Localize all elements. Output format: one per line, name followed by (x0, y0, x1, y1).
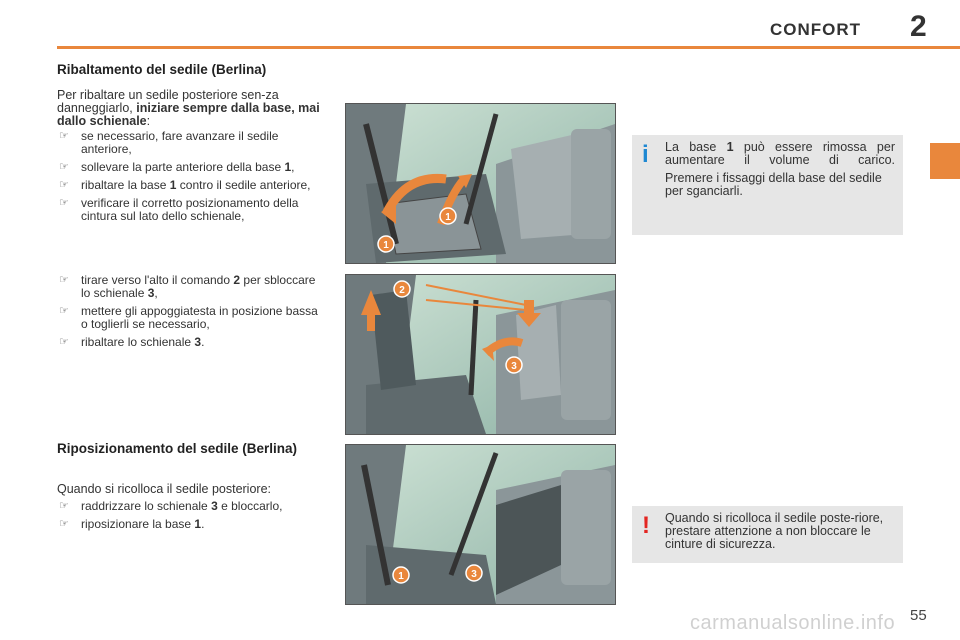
list-item (57, 274, 327, 300)
step-text: riposizionare la base (81, 517, 192, 531)
info-text-end: può essere rimossa per aumentare il volume di carico. (665, 140, 895, 167)
warning-paragraph: Quando si ricolloca il sedile poste-riore, prestare attenzione a non bloccare le cinture di sicurezza. (665, 511, 884, 551)
list-item (57, 130, 327, 156)
warning-note-text (665, 512, 895, 556)
step-ref-number: 3 (211, 499, 218, 513)
hand-pointer-icon: ☞ (59, 500, 69, 512)
step-text: sollevare la parte anteriore della base (81, 160, 282, 174)
step-text-end: contro il sedile anteriore, (179, 178, 311, 192)
step-text-end: e bloccarlo, (221, 499, 283, 513)
hand-pointer-icon: ☞ (59, 130, 69, 142)
hand-pointer-icon: ☞ (59, 336, 69, 348)
hand-pointer-icon: ☞ (59, 161, 69, 173)
step-ref-number: 1 (284, 160, 292, 174)
illustration-reposition (345, 444, 616, 605)
step-text: raddrizzare lo schienale (81, 499, 208, 513)
step-text: ribaltare la base (81, 178, 167, 192)
step-text-end: . (201, 335, 205, 349)
step-ref-number: 1 (194, 517, 202, 531)
step-text: verificare il corretto posizionamento della cintura sul lato dello schienale, (81, 196, 299, 223)
chapter-tab-marker (930, 143, 960, 179)
step-text-end: . (201, 517, 205, 531)
svg-text:1: 1 (445, 212, 451, 223)
list-item (57, 197, 327, 223)
list-item (57, 500, 332, 513)
info-ref-number: 1 (726, 140, 734, 154)
svg-text:1: 1 (383, 240, 389, 251)
warning-icon: ! (642, 512, 650, 539)
svg-text:2: 2 (399, 285, 405, 296)
info-note (632, 135, 903, 235)
intro-suffix: : (146, 114, 151, 128)
step-text-end: , (291, 160, 295, 174)
info-text: La base (665, 140, 717, 154)
seat-illustration-2 (346, 275, 615, 434)
callout-badge (466, 565, 482, 581)
chapter-number: 2 (910, 10, 927, 43)
header-rule (57, 46, 960, 49)
hand-pointer-icon: ☞ (59, 518, 69, 530)
info-paragraph: Premere i fissaggi della base del sedile per sganciarli. (665, 171, 882, 198)
steps-list-a (57, 130, 327, 228)
list-item (57, 161, 327, 174)
step-ref-number: 2 (233, 273, 241, 287)
list-item (57, 336, 327, 349)
info-icon: i (642, 141, 649, 168)
section1-intro (57, 89, 327, 128)
section-title: CONFORT (770, 20, 862, 39)
intro-text: Per ribaltare un sedile posteriore sen-za danneggiarlo, (57, 88, 279, 115)
info-paragraph (665, 141, 895, 167)
page-number: 55 (910, 607, 927, 624)
step-ref-number: 1 (169, 178, 177, 192)
callout-badge (440, 208, 456, 224)
callout-badge (506, 357, 522, 373)
section2-heading: Riposizionamento del sedile (Berlina) (57, 441, 298, 456)
intro-emphasis: iniziare sempre dalla base, mai dallo schienale (57, 101, 320, 128)
list-item (57, 305, 327, 331)
callout-badge (393, 567, 409, 583)
info-note-text (665, 141, 895, 203)
warning-note (632, 506, 903, 563)
step-text: se necessario, fare avanzare il sedile anteriore, (81, 129, 279, 156)
hand-pointer-icon: ☞ (59, 305, 69, 317)
callout-badge (394, 281, 410, 297)
illustration-fold-base (345, 103, 616, 264)
section2-intro: Quando si ricolloca il sedile posteriore: (57, 482, 271, 496)
watermark: carmanualsonline.info (690, 612, 896, 634)
svg-text:1: 1 (398, 571, 404, 582)
hand-pointer-icon: ☞ (59, 274, 69, 286)
step-ref-number: 3 (147, 286, 155, 300)
step-text-mid: per sbloccare lo schienale (81, 273, 316, 300)
hand-pointer-icon: ☞ (59, 179, 69, 191)
step-text: ribaltare lo schienale (81, 335, 192, 349)
illustration-fold-backrest (345, 274, 616, 435)
callout-badge (378, 236, 394, 252)
list-item (57, 518, 332, 531)
step-text: tirare verso l'alto il comando (81, 273, 231, 287)
section1-heading: Ribaltamento del sedile (Berlina) (57, 62, 267, 77)
step-ref-number: 3 (194, 335, 202, 349)
steps-list-b (57, 274, 327, 354)
steps-list-c (57, 500, 332, 536)
seat-illustration-3 (346, 445, 615, 604)
svg-text:3: 3 (511, 361, 517, 372)
svg-text:3: 3 (471, 569, 477, 580)
step-text-end: , (154, 286, 158, 300)
seat-illustration-1 (346, 104, 615, 263)
hand-pointer-icon: ☞ (59, 197, 69, 209)
step-text: mettere gli appoggiatesta in posizione bassa o toglierli se necessario, (81, 304, 318, 331)
list-item (57, 179, 327, 192)
